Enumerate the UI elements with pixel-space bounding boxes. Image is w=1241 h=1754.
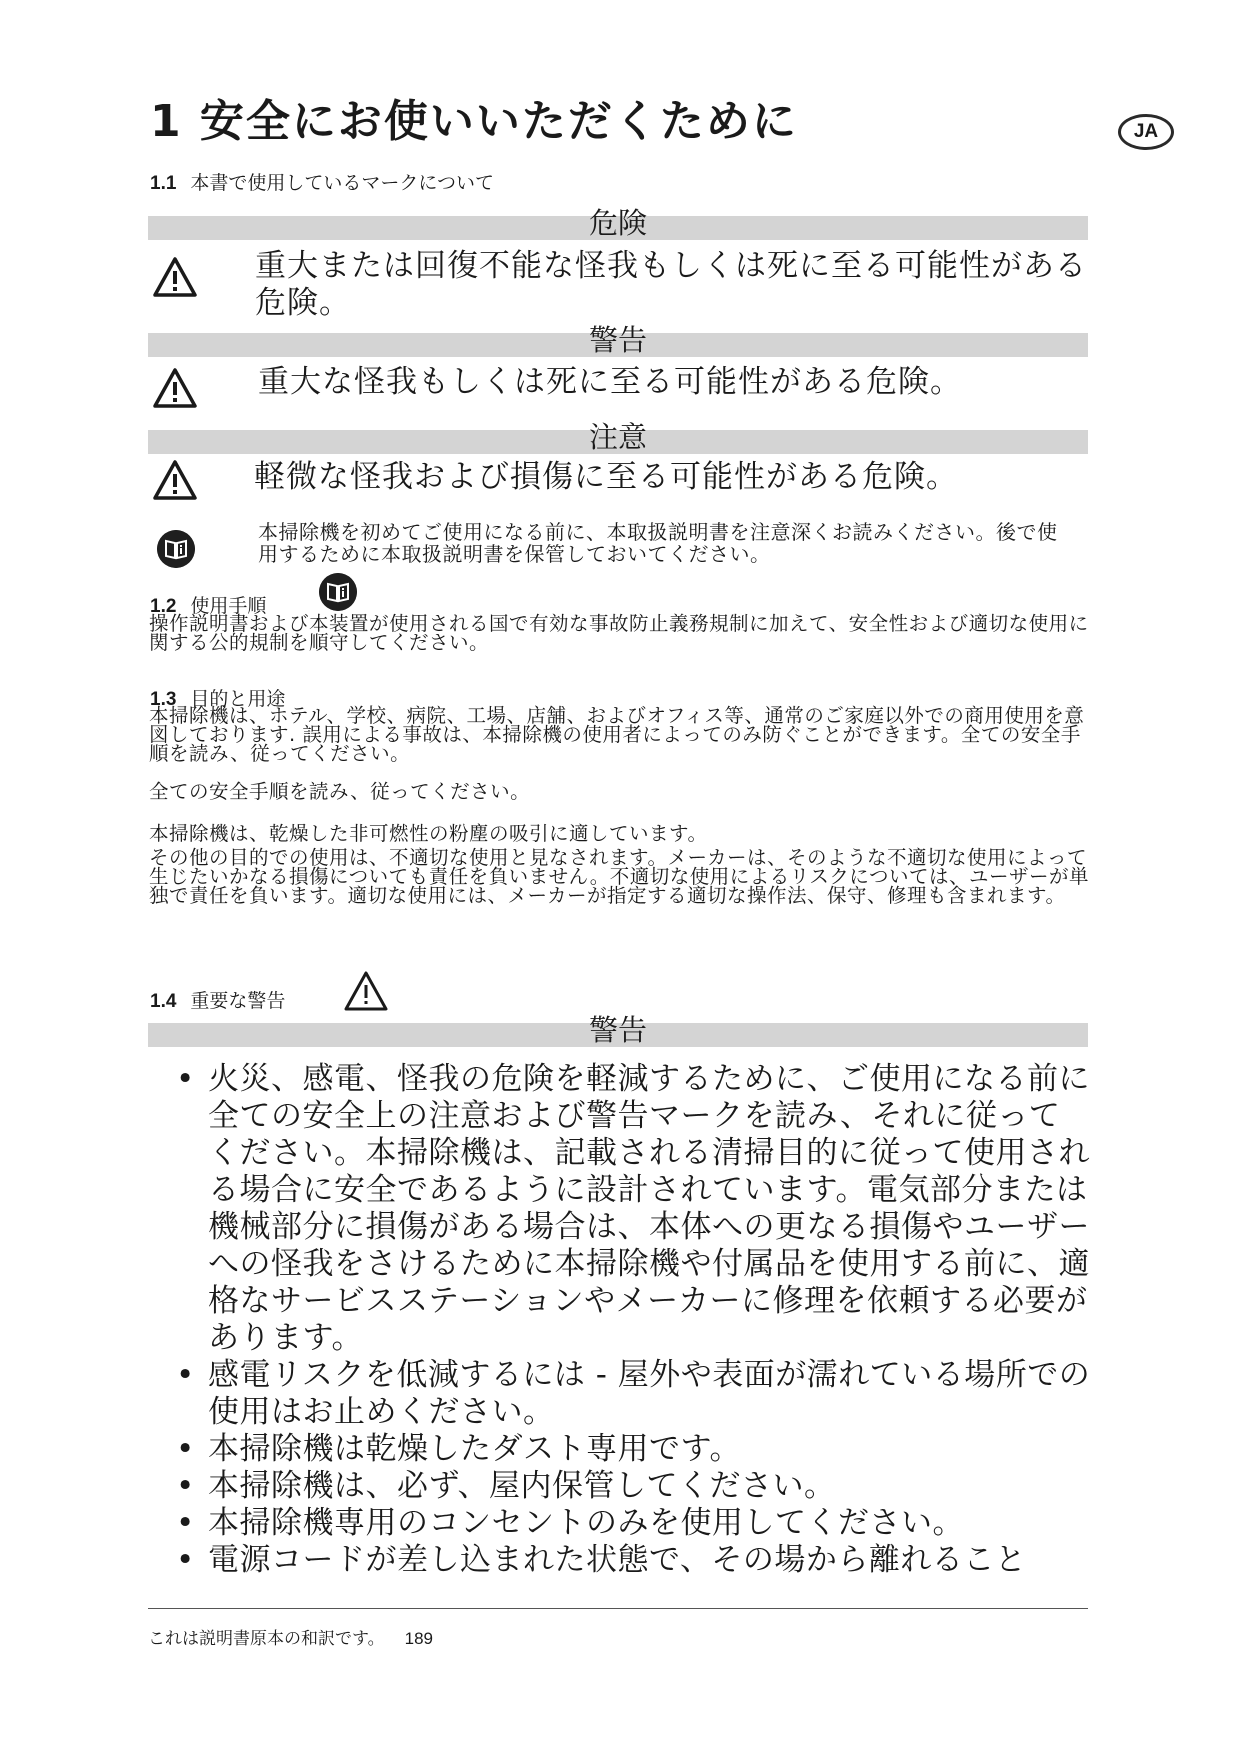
important-warning-bar bbox=[148, 1013, 1088, 1047]
warning-triangle-icon bbox=[152, 367, 198, 409]
important-warning-label: 警告 bbox=[588, 1013, 647, 1047]
section-1-2-text: 操作説明書および本装置が使用される国で有効な事故防止義務規制に加えて、安全性および適切な使用に関する公的規制を順守してください。 bbox=[149, 612, 1089, 654]
section-1-3-para2: 本掃除機は、乾燥した非可燃性の粉塵の吸引に適しています。 bbox=[149, 822, 708, 845]
caution-label: 注意 bbox=[588, 420, 647, 454]
section-1-3-para1: 本掃除機は、ホテル、学校、病院、工場、店舗、およびオフィス等、通常のご家庭以外での商用使用を意図しております. 誤用による事故は、本掃除機の使用者によってのみ防ぐことができます。全ての安全手順を読み、従ってください。 bbox=[149, 704, 1085, 765]
section-1-3-para3: その他の目的での使用は、不適切な使用と見なされます。メーカーは、そのような不適切な使用によって生じたいかなる損傷についても責任を負いません。不適切な使用によるリスクについては、ユーザーが単独で責任を負います。適切な使用には、メーカーが指定する適切な操作法、保守、修理も含まれます。 bbox=[149, 846, 1090, 907]
footer-note: これは説明書原本の和訳です。 bbox=[148, 1629, 385, 1649]
section-title: 目的と用途 bbox=[190, 688, 286, 710]
read-manual-book-icon bbox=[157, 530, 195, 568]
section-1-3-para1b: 全ての安全手順を読み、従ってください。 bbox=[149, 780, 531, 803]
danger-bar bbox=[148, 206, 1088, 240]
page-title: 1 安全にお使いいただくために bbox=[150, 96, 798, 147]
page-number: 189 bbox=[404, 1629, 434, 1648]
list-item: • 感電リスクを低減するには - 屋外や表面が濡れている場所での使用はお止めください。 bbox=[176, 1357, 1091, 1431]
section-title: 本書で使用しているマークについて bbox=[190, 172, 495, 194]
section-title: 重要な警告 bbox=[190, 990, 286, 1012]
read-manual-note: 本掃除機を初めてご使用になる前に、本取扱説明書を注意深くお読みください。後で使用するために本取扱説明書を保管しておいてください。 bbox=[258, 520, 1058, 566]
list-item: • 本掃除機専用のコンセントのみを使用してください。 bbox=[176, 1505, 1091, 1542]
list-item: • 電源コードが差し込まれた状態で、その場から離れること bbox=[176, 1542, 1091, 1579]
list-item: • 本掃除機は乾燥したダスト専用です。 bbox=[176, 1431, 1091, 1468]
section-1-4-heading bbox=[150, 990, 285, 1014]
important-warning-triangle-icon bbox=[343, 970, 389, 1012]
danger-label: 危険 bbox=[588, 206, 647, 240]
section-number: 1.4 bbox=[150, 991, 177, 1012]
caution-description: 軽微な怪我および損傷に至る可能性がある危険。 bbox=[254, 459, 958, 495]
read-manual-book-icon bbox=[319, 573, 357, 611]
section-title: 使用手順 bbox=[190, 595, 267, 617]
caution-bar bbox=[148, 420, 1088, 454]
list-item: • 火災、感電、怪我の危険を軽減するために、ご使用になる前に全ての安全上の注意および警告マークを読み、それに従ってください。本掃除機は、記載される清掃目的に従って使用される場合に安全であるように設計されています。電気部分または機械部分に損傷がある場合は、本体への更なる損傷やユーザーへの怪我をさけるために本掃除機や付属品を使用する前に、適格なサービスステーションやメーカーに修理を依頼する必要があります。 bbox=[176, 1061, 1091, 1357]
list-item: • 本掃除機は、必ず、屋内保管してください。 bbox=[176, 1468, 1091, 1505]
footer bbox=[148, 1624, 433, 1649]
caution-triangle-icon bbox=[152, 459, 198, 501]
warning-label: 警告 bbox=[588, 323, 647, 357]
danger-description: 重大または回復不能な怪我もしくは死に至る可能性がある危険。 bbox=[255, 248, 1087, 321]
section-number: 1.2 bbox=[150, 596, 177, 617]
section-number: 1.1 bbox=[150, 173, 177, 194]
language-badge: JA bbox=[1118, 114, 1174, 150]
footer-divider bbox=[148, 1608, 1088, 1609]
danger-warning-triangle-icon bbox=[152, 256, 198, 298]
section-number: 1.3 bbox=[150, 689, 177, 710]
important-warnings-list bbox=[176, 1061, 1091, 1579]
warning-description: 重大な怪我もしくは死に至る可能性がある危険。 bbox=[258, 364, 962, 400]
warning-bar bbox=[148, 323, 1088, 357]
section-1-1-heading bbox=[150, 172, 494, 196]
